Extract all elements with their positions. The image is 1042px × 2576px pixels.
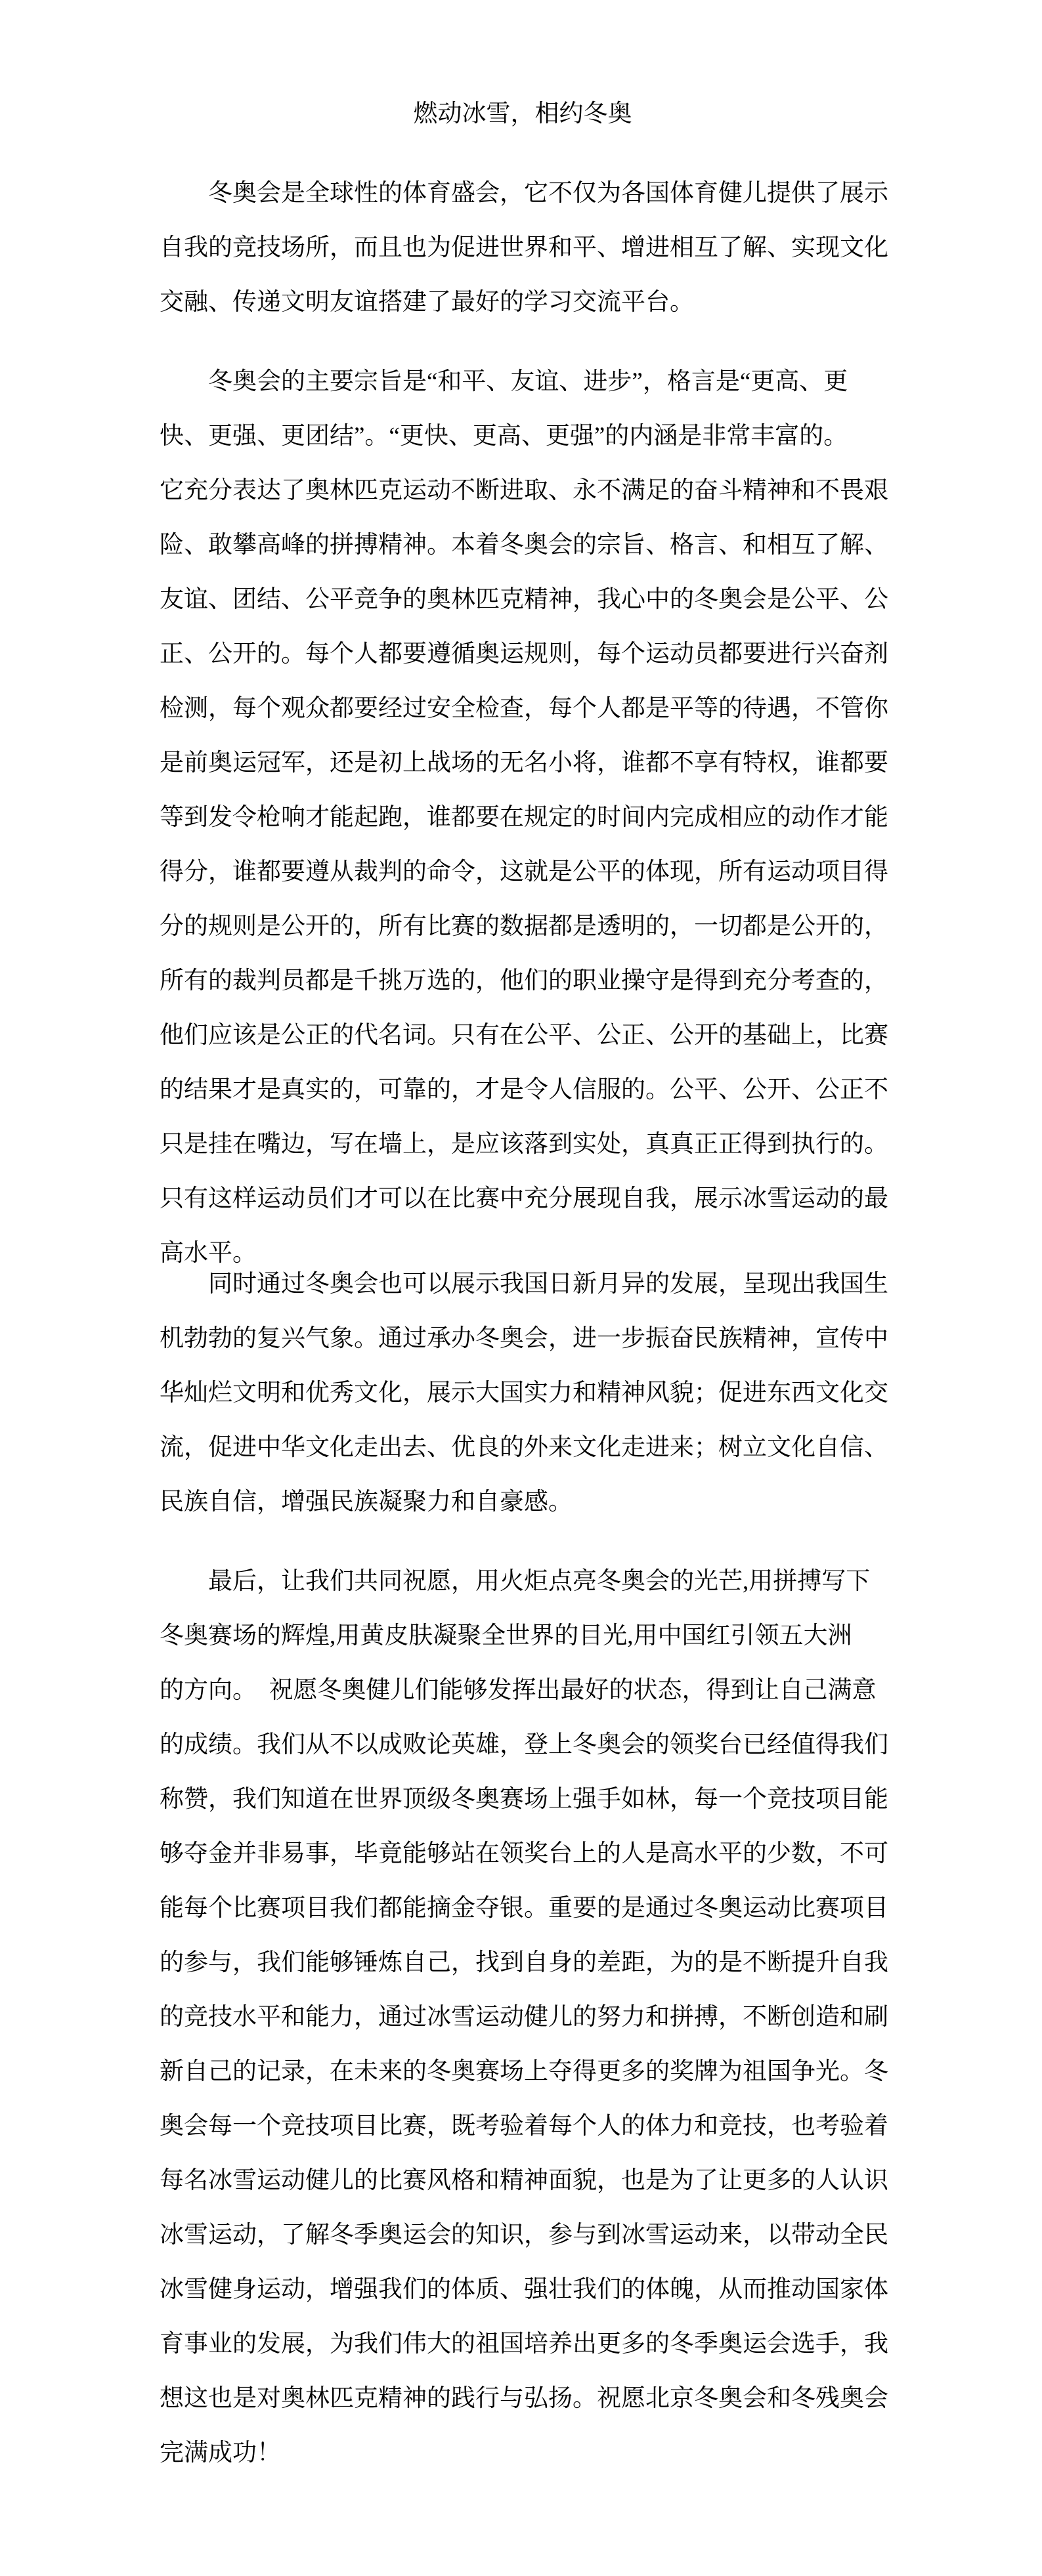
text-line: 民族自信，增强民族凝聚力和自豪感。 [160, 1489, 573, 1515]
text-line: 正、公开的。每个人都要遵循奥运规则，每个运动员都要进行兴奋剂 [160, 641, 888, 667]
text-line: 称赞，我们知道在世界顶级冬奥赛场上强手如林，每一个竞技项目能 [160, 1786, 888, 1813]
text-line: 冬奥会是全球性的体育盛会，它不仅为各国体育健儿提供了展示 [208, 180, 888, 207]
text-line: 检测，每个观众都要经过安全检查，每个人都是平等的待遇，不管你 [160, 695, 888, 722]
paragraph [160, 166, 886, 329]
text-line: 想这也是对奥林匹克精神的践行与弘扬。祝愿北京冬奥会和冬残奥会 [160, 2385, 888, 2412]
text-line: 冰雪健身运动，增强我们的体质、强壮我们的体魄，从而推动国家体 [160, 2276, 888, 2303]
text-line: 机勃勃的复兴气象。通过承办冬奥会，进一步振奋民族精神，宣传中 [160, 1325, 888, 1352]
text-line: 险、敢攀高峰的拼搏精神。本着冬奥会的宗旨、格言、和相互了解、 [160, 532, 888, 559]
paragraphs [160, 166, 886, 2480]
paragraph [160, 1554, 886, 2480]
text-line: 育事业的发展，为我们伟大的祖国培养出更多的冬季奥运会选手，我 [160, 2331, 888, 2357]
text-line: 得分，谁都要遵从裁判的命令，这就是公平的体现，所有运动项目得 [160, 858, 888, 885]
text-line: 冬奥会的主要宗旨是“和平、友谊、进步”，格言是“更高、更 [208, 368, 848, 395]
text-line: 奥会每一个竞技项目比赛，既考验着每个人的体力和竞技，也考验着 [160, 2113, 888, 2140]
paragraph [160, 1257, 886, 1529]
document-content [160, 87, 886, 2480]
text-line: 所有的裁判员都是千挑万选的，他们的职业操守是得到充分考查的， [160, 967, 888, 994]
text-line: 最后，让我们共同祝愿，用火炬点亮冬奥会的光芒,用拼搏写下 [208, 1568, 871, 1595]
text-line: 自我的竞技场所，而且也为促进世界和平、增进相互了解、实现文化 [160, 234, 888, 261]
text-line: 的竞技水平和能力，通过冰雪运动健儿的努力和拼搏，不断创造和刷 [160, 2004, 888, 2031]
text-line: 等到发令枪响才能起跑，谁都要在规定的时间内完成相应的动作才能 [160, 804, 888, 831]
text-line: 完满成功！ [160, 2439, 281, 2466]
text-line: 新自己的记录，在未来的冬奥赛场上夺得更多的奖牌为祖国争光。冬 [160, 2058, 888, 2085]
text-line: 的参与，我们能够锤炼自己，找到自身的差距，为的是不断提升自我 [160, 1949, 888, 1976]
text-line: 高水平。 [160, 1240, 257, 1267]
text-line: 他们应该是公正的代名词。只有在公平、公正、公开的基础上，比赛 [160, 1022, 888, 1049]
essay-title: 燃动冰雪，相约冬奥 [413, 100, 632, 127]
text-line: 快、更强、更团结”。“更快、更高、更强”的内涵是非常丰富的。 [160, 423, 848, 450]
text-line: 同时通过冬奥会也可以展示我国日新月异的发展，呈现出我国生 [208, 1271, 888, 1298]
text-line: 的结果才是真实的，可靠的，才是令人信服的。公平、公开、公正不 [160, 1076, 888, 1103]
text-line: 的方向。 祝愿冬奥健儿们能够发挥出最好的状态，得到让自己满意 [160, 1677, 877, 1704]
text-line: 只是挂在嘴边，写在墙上，是应该落到实处，真真正正得到执行的。 [160, 1131, 888, 1158]
text-line: 能每个比赛项目我们都能摘金夺银。重要的是通过冬奥运动比赛项目 [160, 1895, 888, 1922]
text-line: 交融、传递文明友谊搭建了最好的学习交流平台。 [160, 289, 694, 316]
text-line: 友谊、团结、公平竞争的奥林匹克精神，我心中的冬奥会是公平、公 [160, 586, 888, 613]
text-line: 每名冰雪运动健儿的比赛风格和精神面貌，也是为了让更多的人认识 [160, 2167, 888, 2194]
text-line: 分的规则是公开的，所有比赛的数据都是透明的，一切都是公开的， [160, 913, 888, 940]
text-line: 它充分表达了奥林匹克运动不断进取、永不满足的奋斗精神和不畏艰 [160, 477, 888, 504]
paragraph [160, 354, 886, 1280]
text-line: 华灿烂文明和优秀文化，展示大国实力和精神风貌；促进东西文化交 [160, 1380, 888, 1406]
text-line: 只有这样运动员们才可以在比赛中充分展现自我，展示冰雪运动的最 [160, 1185, 888, 1212]
text-line: 冬奥赛场的辉煌,用黄皮肤凝聚全世界的目光,用中国红引领五大洲 [160, 1622, 852, 1649]
text-line: 是前奥运冠军，还是初上战场的无名小将，谁都不享有特权，谁都要 [160, 750, 888, 776]
text-line: 够夺金并非易事，毕竟能够站在领奖台上的人是高水平的少数，不可 [160, 1840, 888, 1867]
text-line: 流，促进中华文化走出去、优良的外来文化走进来；树立文化自信、 [160, 1434, 888, 1461]
text-line: 的成绩。我们从不以成败论英雄，登上冬奥会的领奖台已经值得我们 [160, 1731, 888, 1758]
text-line: 冰雪运动，了解冬季奥运会的知识，参与到冰雪运动来，以带动全民 [160, 2222, 888, 2249]
